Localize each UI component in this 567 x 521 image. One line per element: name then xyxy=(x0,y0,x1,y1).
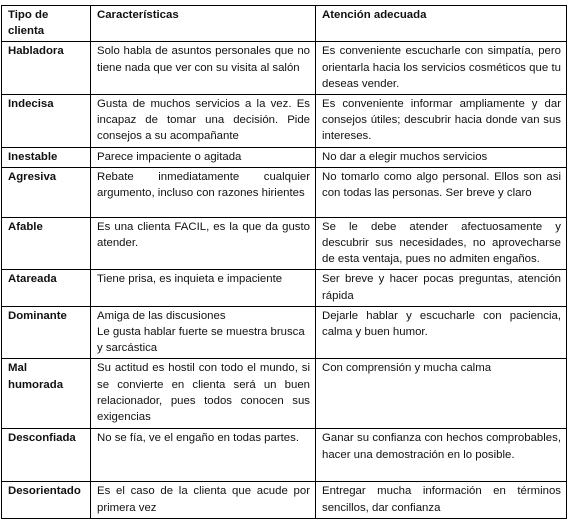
table-row xyxy=(2,482,567,518)
row-tipo: Mal humorada xyxy=(2,359,91,429)
row-caracteristicas: Gusta de muchos servicios a la vez. Es incapaz de tomar una decisión. Pide consejos a su acompañante xyxy=(91,95,316,148)
row-tipo: Desorientado xyxy=(2,482,91,518)
table-row xyxy=(2,270,567,306)
table-row xyxy=(2,167,567,217)
row-atencion: Es conveniente escucharle con simpatía, pero orientarla hacia los servicios cosméticos que tu deseas vender. xyxy=(316,42,567,95)
row-tipo: Inestable xyxy=(2,147,91,167)
table-row xyxy=(2,217,567,270)
row-tipo: Afable xyxy=(2,217,91,270)
row-atencion: Dejarle hablar y escucharle con paciencia, calma y buen humor. xyxy=(316,306,567,359)
header-caracteristicas: Características xyxy=(91,6,316,42)
caracteristicas-line: Amiga de las discusiones xyxy=(97,309,226,322)
row-atencion: Es conveniente informar ampliamente y dar consejos útiles; descubrir hacia donde van sus intereses. xyxy=(316,95,567,148)
row-atencion: Se le debe atender afectuosamente y descubrir sus necesidades, no aprovecharse de esta ventaja, pues no admiten engaños. xyxy=(316,217,567,270)
header-tipo: Tipo de clienta xyxy=(2,6,91,42)
row-tipo: Habladora xyxy=(2,42,91,95)
table-row xyxy=(2,429,567,482)
row-atencion: Con comprensión y mucha calma xyxy=(316,359,567,429)
table-row xyxy=(2,42,567,95)
row-caracteristicas: Su actitud es hostil con todo el mundo, si se convierte en clienta será un buen relacionador, pues todos conocen sus exigencias xyxy=(91,359,316,429)
row-caracteristicas: Parece impaciente o agitada xyxy=(91,147,316,167)
table-row xyxy=(2,306,567,359)
row-tipo: Agresiva xyxy=(2,167,91,217)
row-atencion: Ser breve y hacer pocas preguntas, atención rápida xyxy=(316,270,567,306)
caracteristicas-line: Le gusta hablar fuerte se muestra brusca y sarcástica xyxy=(97,326,305,355)
table-row xyxy=(2,147,567,167)
header-atencion: Atención adecuada xyxy=(316,6,567,42)
row-tipo: Dominante xyxy=(2,306,91,359)
row-caracteristicas: Solo habla de asuntos personales que no tiene nada que ver con su visita al salón xyxy=(91,42,316,95)
row-atencion: Entregar mucha información en términos sencillos, dar confianza xyxy=(316,482,567,518)
table-row xyxy=(2,359,567,429)
row-caracteristicas: No se fía, ve el engaño en todas partes. xyxy=(91,429,316,482)
row-caracteristicas: Es una clienta FACIL, es la que da gusto atender. xyxy=(91,217,316,270)
row-tipo: Atareada xyxy=(2,270,91,306)
row-caracteristicas: Es el caso de la clienta que acude por primera vez xyxy=(91,482,316,518)
row-tipo: Desconfiada xyxy=(2,429,91,482)
row-caracteristicas xyxy=(91,306,316,359)
row-caracteristicas: Tiene prisa, es inquieta e impaciente xyxy=(91,270,316,306)
row-atencion: No tomarlo como algo personal. Ellos son asi con todas las personas. Ser breve y claro xyxy=(316,167,567,217)
table-header-row xyxy=(2,6,567,42)
row-tipo: Indecisa xyxy=(2,95,91,148)
row-caracteristicas: Rebate inmediatamente cualquier argumento, incluso con razones hirientes xyxy=(91,167,316,217)
row-atencion: No dar a elegir muchos servicios xyxy=(316,147,567,167)
table-row xyxy=(2,95,567,148)
client-types-table xyxy=(1,5,567,519)
row-atencion: Ganar su confianza con hechos comprobables, hacer una demostración en lo posible. xyxy=(316,429,567,482)
